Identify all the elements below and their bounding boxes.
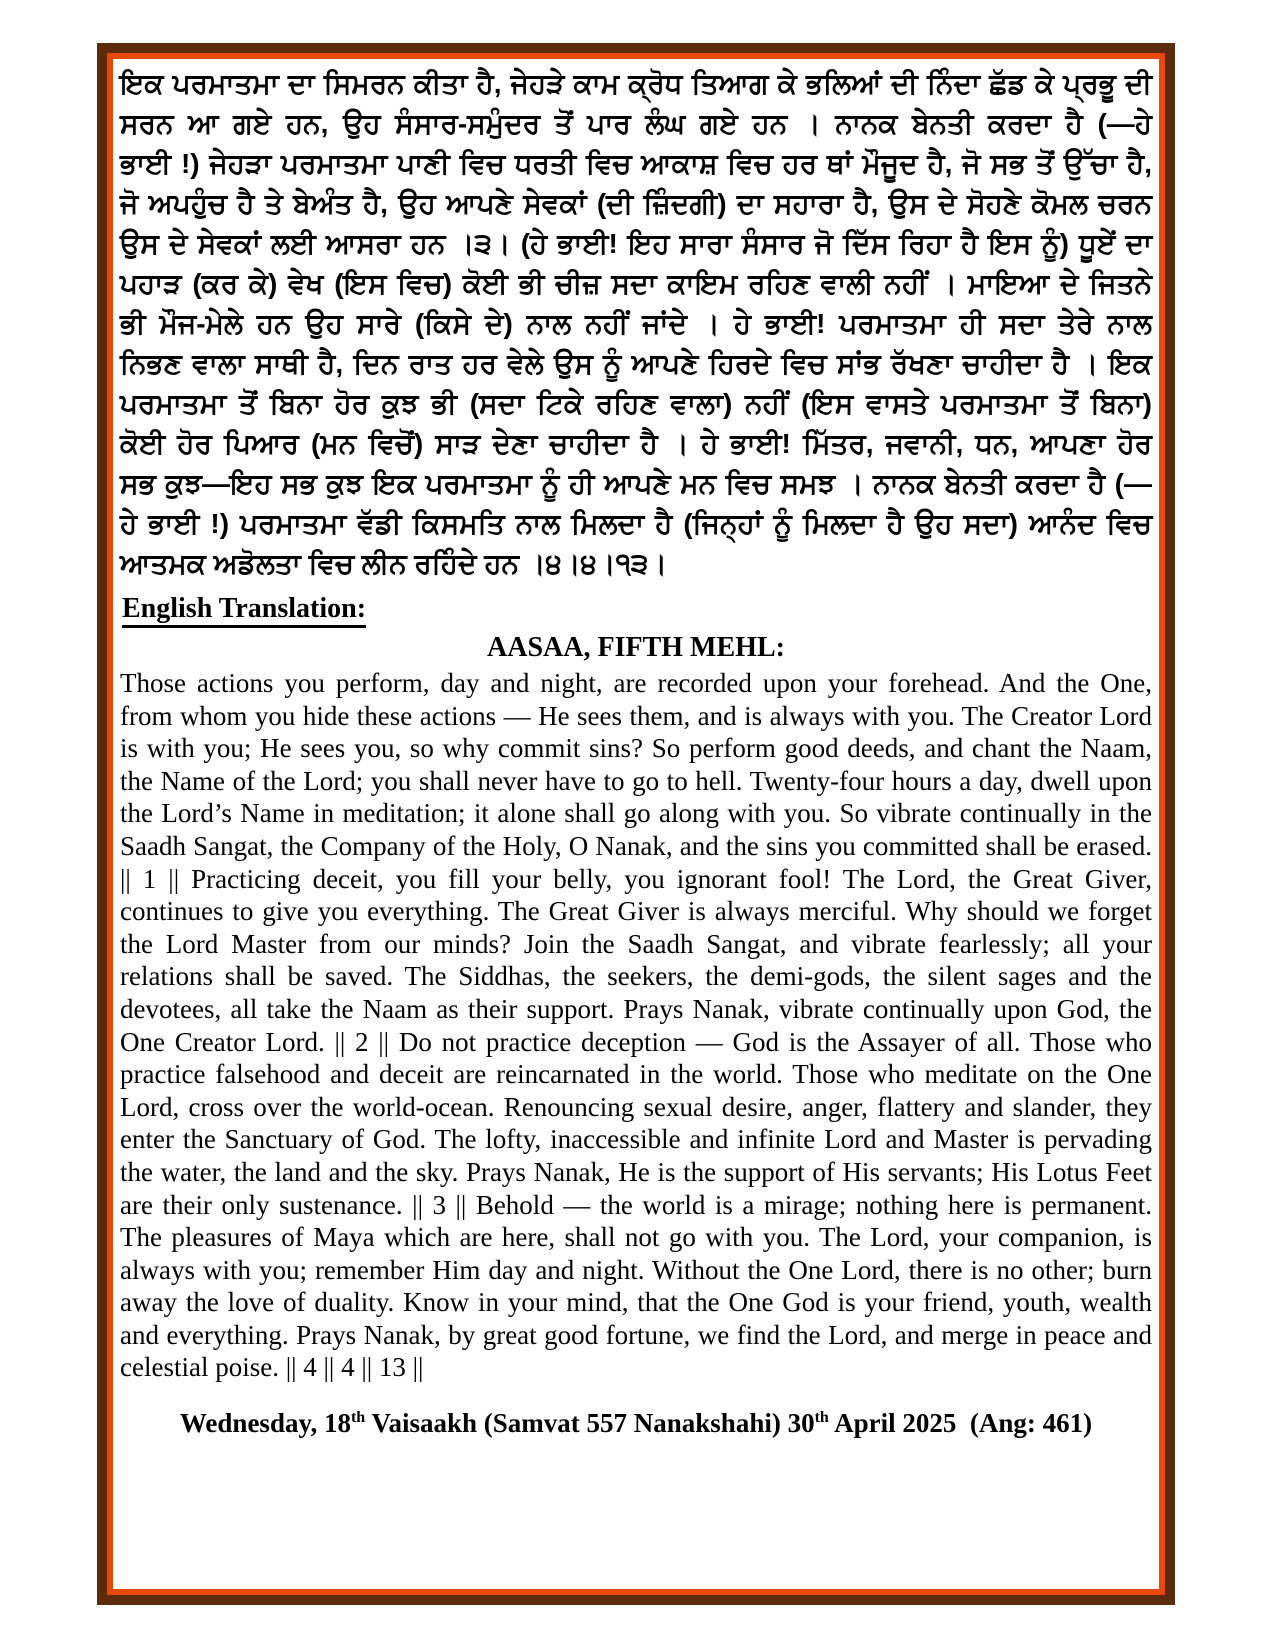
footer-text: April 2025 (Ang: 461): [828, 1408, 1093, 1439]
punjabi-line: ਭੀ ਮੌਜ-ਮੇਲੇ ਹਨ ਉਹ ਸਾਰੇ (ਕਿਸੇ ਦੇ) ਨਾਲ ਨਹੀਂ ਜਾਂਦੇ । ਹੇ ਭਾਈ! ਪਰਮਾਤਮਾ ਹੀ ਸਦਾ ਤੇਰੇ ਨਾਲ: [120, 308, 1152, 339]
punjabi-line: ਸਰਨ ਆ ਗਏ ਹਨ, ਉਹ ਸੰਸਾਰ-ਸਮੁੰਦਰ ਤੋਂ ਪਾਰ ਲੰਘ ਗਏ ਹਨ । ਨਾਨਕ ਬੇਨਤੀ ਕਰਦਾ ਹੈ (—ਹੇ: [120, 108, 1152, 139]
punjabi-line: ਉਸ ਦੇ ਸੇਵਕਾਂ ਲਈ ਆਸਰਾ ਹਨ ।੩। (ਹੇ ਭਾਈ! ਇਹ ਸਾਰਾ ਸੰਸਾਰ ਜੋ ਦਿੱਸ ਰਿਹਾ ਹੈ ਇਸ ਨੂੰ) ਧੂਏਂ ਦਾ: [120, 228, 1152, 259]
shabad-title: AASAA, FIFTH MEHL:: [487, 632, 785, 663]
english-translation-heading: [122, 593, 1152, 625]
date-ang-footer: [120, 1408, 1152, 1439]
ordinal-suffix: th: [350, 1409, 366, 1427]
punjabi-line: ਪਰਮਾਤਮਾ ਤੋਂ ਬਿਨਾ ਹੋਰ ਕੁਝ ਭੀ (ਸਦਾ ਟਿਕੇ ਰਹਿਣ ਵਾਲਾ) ਨਹੀਂ (ਇਸ ਵਾਸਤੇ ਪਰਮਾਤਮਾ ਤੋਂ ਬਿਨਾ): [120, 388, 1152, 419]
punjabi-line: ਜੋ ਅਪਹੁੰਚ ਹੈ ਤੇ ਬੇਅੰਤ ਹੈ, ਉਹ ਆਪਣੇ ਸੇਵਕਾਂ (ਦੀ ਜ਼ਿੰਦਗੀ) ਦਾ ਸਹਾਰਾ ਹੈ, ਉਸ ਦੇ ਸੋਹਣੇ ਕੋਮਲ ਚਰਨ: [120, 188, 1152, 219]
punjabi-line: ਪਹਾੜ (ਕਰ ਕੇ) ਵੇਖ (ਇਸ ਵਿਚ) ਕੋਈ ਭੀ ਚੀਜ਼ ਸਦਾ ਕਾਇਮ ਰਹਿਣ ਵਾਲੀ ਨਹੀਂ । ਮਾਇਆ ਦੇ ਜਿਤਨੇ: [120, 268, 1152, 299]
punjabi-line: ਇਕ ਪਰਮਾਤਮਾ ਦਾ ਸਿਮਰਨ ਕੀਤਾ ਹੈ, ਜੇਹੜੇ ਕਾਮ ਕ੍ਰੋਧ ਤਿਆਗ ਕੇ ਭਲਿਆਂ ਦੀ ਨਿੰਦਾ ਛੱਡ ਕੇ ਪ੍ਰਭੂ ਦੀ: [120, 68, 1152, 99]
footer-text: Wednesday, 18: [179, 1408, 351, 1439]
punjabi-line: ਹੇ ਭਾਈ !) ਪਰਮਾਤਮਾ ਵੱਡੀ ਕਿਸਮਤਿ ਨਾਲ ਮਿਲਦਾ ਹੈ (ਜਿਨ੍ਹਾਂ ਨੂੰ ਮਿਲਦਾ ਹੈ ਉਹ ਸਦਾ) ਆਨੰਦ ਵਿਚ: [120, 508, 1152, 539]
punjabi-commentary: [120, 64, 1152, 584]
footer-text: Vaisaakh (Samvat 557 Nanakshahi) 30: [365, 1408, 815, 1439]
punjabi-line: ਸਭ ਕੁਝ—ਇਹ ਸਭ ਕੁਝ ਇਕ ਪਰਮਾਤਮਾ ਨੂੰ ਹੀ ਆਪਣੇ ਮਨ ਵਿਚ ਸਮਝ । ਨਾਨਕ ਬੇਨਤੀ ਕਰਦਾ ਹੈ (—: [120, 468, 1152, 499]
page-content-area: [107, 53, 1165, 1595]
english-translation-body: Those actions you perform, day and night, are recorded upon your forehead. And the One, from whom you hide these actions — He sees them, and is always with you. The Creator Lord is with you; He sees you, so why commit sins? So perform good deeds, and chant the Naam, the Name of the Lord; you shall never have to go to hell. Twenty-four hours a day, dwell upon the Lord’s Name in meditation; it alone shall go along with you. So vibrate continually in the Saadh Sangat, the Company of the Holy, O Nanak, and the sins you committed shall be erased. || 1 || Practicing deceit, you fill your belly, you ignorant fool! The Lord, the Great Giver, continues to give you everything. The Great Giver is always merciful. Why should we forget the Lord Master from our minds? Join the Saadh Sangat, and vibrate fearlessly; all your relations shall be saved. The Siddhas, the seekers, the demi-gods, the silent sages and the devotees, all take the Naam as their support. Prays Nanak, vibrate continually upon God, the One Creator Lord. || 2 || Do not practice deception — God is the Assayer of all. Those who practice falsehood and deceit are reincarnated in the world. Those who meditate on the One Lord, cross over the world-ocean. Renouncing sexual desire, anger, flattery and slander, they enter the Sanctuary of God. The lofty, inaccessible and infinite Lord and Master is pervading the water, the land and the sky. Prays Nanak, He is the support of His servants; His Lotus Feet are their only sustenance. || 3 || Behold — the world is a mirage; nothing here is permanent. The pleasures of Maya which are here, shall not go with you. The Lord, your companion, is always with you; remember Him day and night. Without the One Lord, there is no other; burn away the love of duality. Know in your mind, that the One God is your friend, youth, wealth and everything. Prays Nanak, by great good fortune, we find the Lord, and merge in peace and celestial poise. || 4 || 4 || 13 ||: [120, 668, 1152, 1383]
punjabi-line: ਕੋਈ ਹੋਰ ਪਿਆਰ (ਮਨ ਵਿਚੋਂ) ਸਾੜ ਦੇਣਾ ਚਾਹੀਦਾ ਹੈ । ਹੇ ਭਾਈ! ਮਿੱਤਰ, ਜਵਾਨੀ, ਧਨ, ਆਪਣਾ ਹੋਰ: [120, 428, 1152, 459]
punjabi-line: ਭਾਈ !) ਜੇਹੜਾ ਪਰਮਾਤਮਾ ਪਾਣੀ ਵਿਚ ਧਰਤੀ ਵਿਚ ਆਕਾਸ਼ ਵਿਚ ਹਰ ਥਾਂ ਮੌਜੂਦ ਹੈ, ਜੋ ਸਭ ਤੋਂ ਉੱਚਾ ਹੈ,: [120, 148, 1152, 179]
english-translation-heading-label: English Translation:: [122, 593, 366, 628]
page-border-frame: [97, 43, 1175, 1605]
punjabi-line: ਆਤਮਕ ਅਡੋਲਤਾ ਵਿਚ ਲੀਨ ਰਹਿੰਦੇ ਹਨ ।੪।੪।੧੩।: [120, 548, 668, 579]
punjabi-line: ਨਿਭਣ ਵਾਲਾ ਸਾਥੀ ਹੈ, ਦਿਨ ਰਾਤ ਹਰ ਵੇਲੇ ਉਸ ਨੂੰ ਆਪਣੇ ਹਿਰਦੇ ਵਿਚ ਸਾਂਭ ਰੱਖਣਾ ਚਾਹੀਦਾ ਹੈ । ਇਕ: [120, 348, 1152, 379]
ordinal-suffix: th: [814, 1409, 829, 1427]
